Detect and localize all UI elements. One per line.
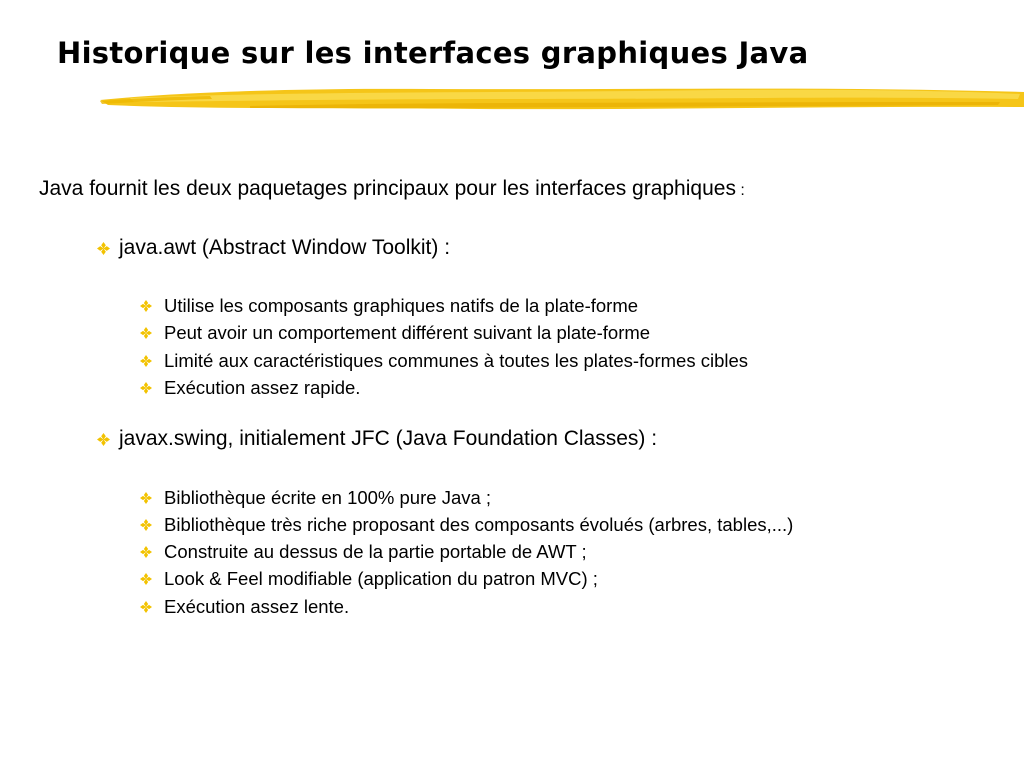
four-diamond-bullet-icon <box>140 492 152 504</box>
section-heading-awt <box>97 236 450 260</box>
four-diamond-bullet-icon <box>140 519 152 531</box>
section-heading-text: javax.swing, initialement JFC (Java Foundation Classes) : <box>119 427 658 450</box>
four-diamond-bullet-icon <box>140 327 152 339</box>
slide-title: Historique sur les interfaces graphiques Java <box>57 36 809 70</box>
list-item-text: Exécution assez lente. <box>164 596 350 617</box>
four-diamond-bullet-icon <box>140 546 152 558</box>
four-diamond-bullet-icon <box>140 355 152 367</box>
list-item-text: Peut avoir un comportement différent suivant la plate-forme <box>164 322 651 343</box>
four-diamond-bullet-icon <box>97 433 110 446</box>
section-heading-text: java.awt (Abstract Window Toolkit) : <box>119 236 451 259</box>
four-diamond-bullet-icon <box>97 242 110 255</box>
list-item-text: Bibliothèque écrite en 100% pure Java ; <box>164 487 492 508</box>
four-diamond-bullet-icon <box>140 382 152 394</box>
four-diamond-bullet-icon <box>140 601 152 613</box>
list-item-text: Exécution assez rapide. <box>164 377 361 398</box>
list-item <box>140 350 748 372</box>
intro-text <box>39 177 745 201</box>
list-item <box>140 322 650 344</box>
list-item <box>140 541 587 563</box>
list-item-text: Utilise les composants graphiques natifs de la plate-forme <box>164 295 639 316</box>
list-item <box>140 487 491 509</box>
list-item-text: Limité aux caractéristiques communes à toutes les plates-formes cibles <box>164 350 749 371</box>
four-diamond-bullet-icon <box>140 300 152 312</box>
list-item-text: Look & Feel modifiable (application du patron MVC) ; <box>164 568 598 589</box>
list-item <box>140 295 638 317</box>
list-item-text: Construite au dessus de la partie portable de AWT ; <box>164 541 587 562</box>
list-item <box>140 596 349 618</box>
intro-colon: : <box>735 182 745 199</box>
four-diamond-bullet-icon <box>140 573 152 585</box>
list-item <box>140 514 793 536</box>
intro-sentence: Java fournit les deux paquetages principaux pour les interfaces graphiques <box>39 177 736 200</box>
title-brush-underline <box>100 80 1024 116</box>
list-item-text: Bibliothèque très riche proposant des composants évolués (arbres, tables,...) <box>164 514 794 535</box>
list-item <box>140 377 360 399</box>
section-heading-swing <box>97 427 657 451</box>
list-item <box>140 568 598 590</box>
